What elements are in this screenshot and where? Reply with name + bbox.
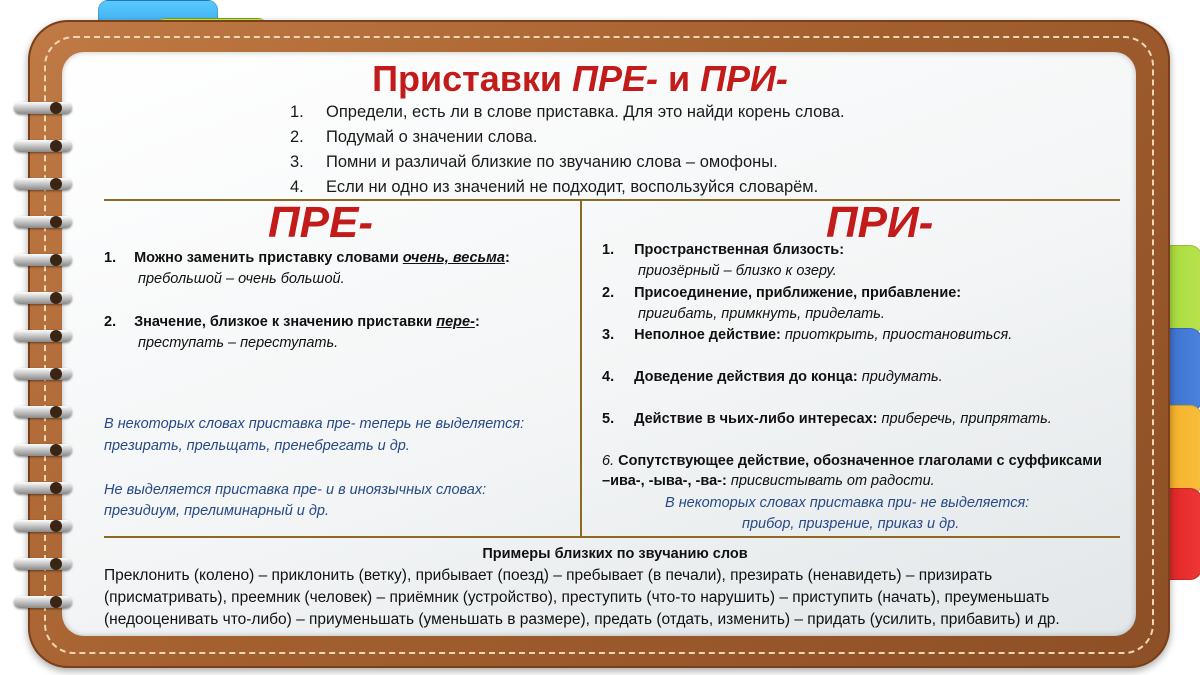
pri-item-1-example: приозёрный – близко к озеру.: [638, 263, 837, 279]
spiral-ring: [14, 216, 72, 228]
ring-hole: [50, 330, 62, 342]
spiral-ring: [14, 178, 72, 190]
ring-hole: [50, 444, 62, 456]
pri-note-line-2: прибор, призрение, приказ и др.: [742, 516, 960, 532]
ring-hole: [50, 292, 62, 304]
bottom-divider: [104, 536, 1120, 538]
ring-hole: [50, 216, 62, 228]
pri-item-6: 6. Сопутствующее действие, обозначенное глаголами с суффиксами: [602, 453, 1102, 469]
page-title: [0, 58, 1160, 100]
ring-hole: [50, 368, 62, 380]
pri-heading: ПРИ-: [826, 198, 934, 247]
pre-item-2: 2. Значение, близкое к значению приставки пере-:: [104, 314, 480, 330]
spiral-ring: [14, 330, 72, 342]
pre-note-2-line-1: Не выделяется приставка пре- и в иноязычных словах:: [104, 482, 487, 498]
spiral-ring: [14, 596, 72, 608]
spiral-ring: [14, 520, 72, 532]
spiral-ring: [14, 444, 72, 456]
pre-note-1-line-1: В некоторых словах приставка пре- теперь не выделяется:: [104, 416, 525, 432]
ring-hole: [50, 254, 62, 266]
pre-item-1: 1. Можно заменить приставку словами очень, весьма:: [104, 250, 510, 266]
pre-item-2-example: преступать – переступать.: [138, 335, 339, 351]
pre-item-1-example: пребольшой – очень большой.: [138, 271, 345, 287]
ring-hole: [50, 596, 62, 608]
ring-hole: [50, 140, 62, 152]
pri-item-4: 4. Доведение действия до конца: придумать.: [602, 369, 943, 385]
spiral-ring: [14, 292, 72, 304]
title-pre: ПРЕ-: [572, 58, 658, 99]
top-divider: [104, 199, 1120, 201]
ring-hole: [50, 178, 62, 190]
pri-item-2: 2. Присоединение, приближение, прибавление:: [602, 285, 962, 301]
pri-item-3: 3. Неполное действие: приоткрыть, приостановиться.: [602, 327, 1013, 343]
spiral-ring: [14, 102, 72, 114]
step-item: 2. Подумай о значении слова.: [290, 128, 538, 146]
pri-note-line-1: В некоторых словах приставка при- не выделяется:: [665, 495, 1030, 511]
pre-note-1-line-2: презирать, прельщать, пренебрегать и др.: [104, 438, 410, 454]
ring-hole: [50, 406, 62, 418]
pri-item-1: 1. Пространственная близость:: [602, 242, 845, 258]
examples-line: (недооценивать что-либо) – приуменьшать (уменьшать в размере), предать (отдать, изменить) – придать (усилить, прибавить) и др.: [104, 611, 1060, 628]
step-item: 1. Определи, есть ли в слове приставка. Для это найди корень слова.: [290, 103, 845, 121]
spiral-ring: [14, 558, 72, 570]
spiral-ring: [14, 254, 72, 266]
examples-line: Преклонить (колено) – приклонить (ветку), прибывает (поезд) – пребывает (в печали), презирать (ненавидеть) – призирать: [104, 567, 993, 584]
pri-item-2-example: пригибать, примкнуть, приделать.: [638, 306, 885, 322]
spiral-ring: [14, 140, 72, 152]
step-item: 3. Помни и различай близкие по звучанию слова – омофоны.: [290, 153, 778, 171]
examples-title: Примеры близких по звучанию слов: [482, 546, 748, 562]
spiral-ring: [14, 406, 72, 418]
pre-note-2-line-2: президиум, прелиминарный и др.: [104, 503, 329, 519]
steps-list: [290, 100, 845, 200]
title-prefix: Приставки: [372, 58, 573, 99]
ring-hole: [50, 482, 62, 494]
pre-heading: ПРЕ-: [268, 198, 373, 247]
title-pri: ПРИ-: [700, 58, 788, 99]
title-and: и: [657, 58, 701, 99]
spiral-ring: [14, 368, 72, 380]
ring-hole: [50, 558, 62, 570]
column-divider: [580, 199, 582, 537]
pri-item-5: 5. Действие в чьих-либо интересах: приберечь, припрятать.: [602, 411, 1052, 427]
pri-item-6-continuation: –ива-, -ыва-, -ва-: присвистывать от радости.: [602, 473, 935, 489]
examples-line: (присматривать), преемник (человек) – приёмник (устройство), преступить (что-то нарушить) – приступить (начать), преуменьшать: [104, 589, 1050, 606]
step-item: 4. Если ни одно из значений не подходит, воспользуйся словарём.: [290, 178, 819, 196]
ring-hole: [50, 102, 62, 114]
ring-hole: [50, 520, 62, 532]
spiral-ring: [14, 482, 72, 494]
